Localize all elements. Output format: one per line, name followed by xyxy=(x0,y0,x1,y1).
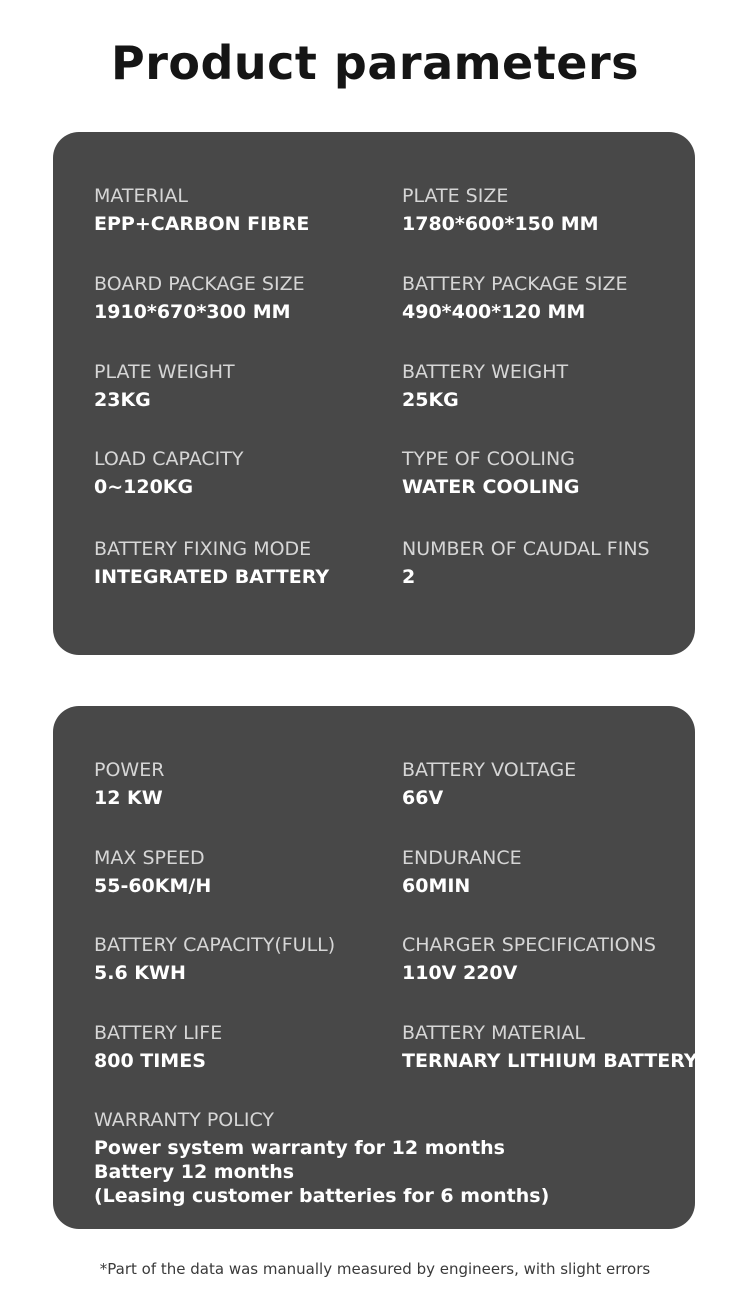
param-label: BOARD PACKAGE SIZE xyxy=(94,273,305,295)
param-value: 66V xyxy=(402,787,444,809)
param-label: CHARGER SPECIFICATIONS xyxy=(402,934,656,956)
param-value: 25KG xyxy=(402,389,459,411)
footnote: *Part of the data was manually measured by engineers, with slight errors xyxy=(99,1260,651,1278)
param-power xyxy=(94,758,394,810)
param-battery-weight xyxy=(402,360,702,412)
param-value: 800 TIMES xyxy=(94,1050,206,1072)
param-battery-voltage xyxy=(402,758,702,810)
param-battery-package-size xyxy=(402,272,702,324)
param-value: 0~120KG xyxy=(94,476,194,498)
param-label: BATTERY FIXING MODE xyxy=(94,538,312,560)
param-label: BATTERY VOLTAGE xyxy=(402,759,577,781)
param-label: LOAD CAPACITY xyxy=(94,448,244,470)
param-battery-life xyxy=(94,1021,394,1073)
param-value: 55-60KM/H xyxy=(94,875,212,897)
param-label: BATTERY PACKAGE SIZE xyxy=(402,273,628,295)
param-value: INTEGRATED BATTERY xyxy=(94,566,330,588)
param-plate-weight xyxy=(94,360,394,412)
param-plate-size xyxy=(402,184,702,236)
param-value: TERNARY LITHIUM BATTERY xyxy=(402,1050,698,1072)
param-label: NUMBER OF CAUDAL FINS xyxy=(402,538,650,560)
parameters-card-performance xyxy=(53,706,698,1229)
warranty-lines xyxy=(94,1136,684,1208)
param-value: 12 KW xyxy=(94,787,163,809)
param-max-speed xyxy=(94,846,394,898)
param-value: 5.6 KWH xyxy=(94,962,186,984)
warranty-line: Battery 12 months xyxy=(94,1161,295,1183)
param-type-of-cooling xyxy=(402,447,702,499)
warranty-line: Power system warranty for 12 months xyxy=(94,1137,505,1159)
param-battery-capacity xyxy=(94,933,394,985)
param-endurance xyxy=(402,846,702,898)
param-label: MATERIAL xyxy=(94,185,188,207)
param-value: 1910*670*300 MM xyxy=(94,301,291,323)
param-value: 60MIN xyxy=(402,875,471,897)
param-label: BATTERY LIFE xyxy=(94,1022,223,1044)
warranty-line: (Leasing customer batteries for 6 months) xyxy=(94,1185,550,1207)
param-battery-fixing-mode xyxy=(94,537,394,589)
param-charger-specifications xyxy=(402,933,702,985)
param-value: 490*400*120 MM xyxy=(402,301,586,323)
param-value: 110V 220V xyxy=(402,962,518,984)
param-label: TYPE OF COOLING xyxy=(402,448,575,470)
param-label: PLATE SIZE xyxy=(402,185,509,207)
param-value: 2 xyxy=(402,566,416,588)
param-label: ENDURANCE xyxy=(402,847,522,869)
param-value: 1780*600*150 MM xyxy=(402,213,599,235)
page-title: Product parameters xyxy=(110,36,640,90)
param-warranty-policy xyxy=(94,1108,684,1208)
param-board-package-size xyxy=(94,272,394,324)
parameters-card-physical xyxy=(53,132,695,655)
param-value: WATER COOLING xyxy=(402,476,580,498)
param-label: MAX SPEED xyxy=(94,847,205,869)
param-value: EPP+CARBON FIBRE xyxy=(94,213,310,235)
param-label: BATTERY MATERIAL xyxy=(402,1022,585,1044)
param-number-of-caudal-fins xyxy=(402,537,702,589)
param-label: BATTERY WEIGHT xyxy=(402,361,569,383)
param-battery-material xyxy=(402,1021,702,1073)
param-value: 23KG xyxy=(94,389,151,411)
param-load-capacity xyxy=(94,447,394,499)
param-label: BATTERY CAPACITY(FULL) xyxy=(94,934,336,956)
param-label: PLATE WEIGHT xyxy=(94,361,235,383)
param-label: POWER xyxy=(94,759,165,781)
param-label: WARRANTY POLICY xyxy=(94,1109,274,1131)
param-material xyxy=(94,184,394,236)
